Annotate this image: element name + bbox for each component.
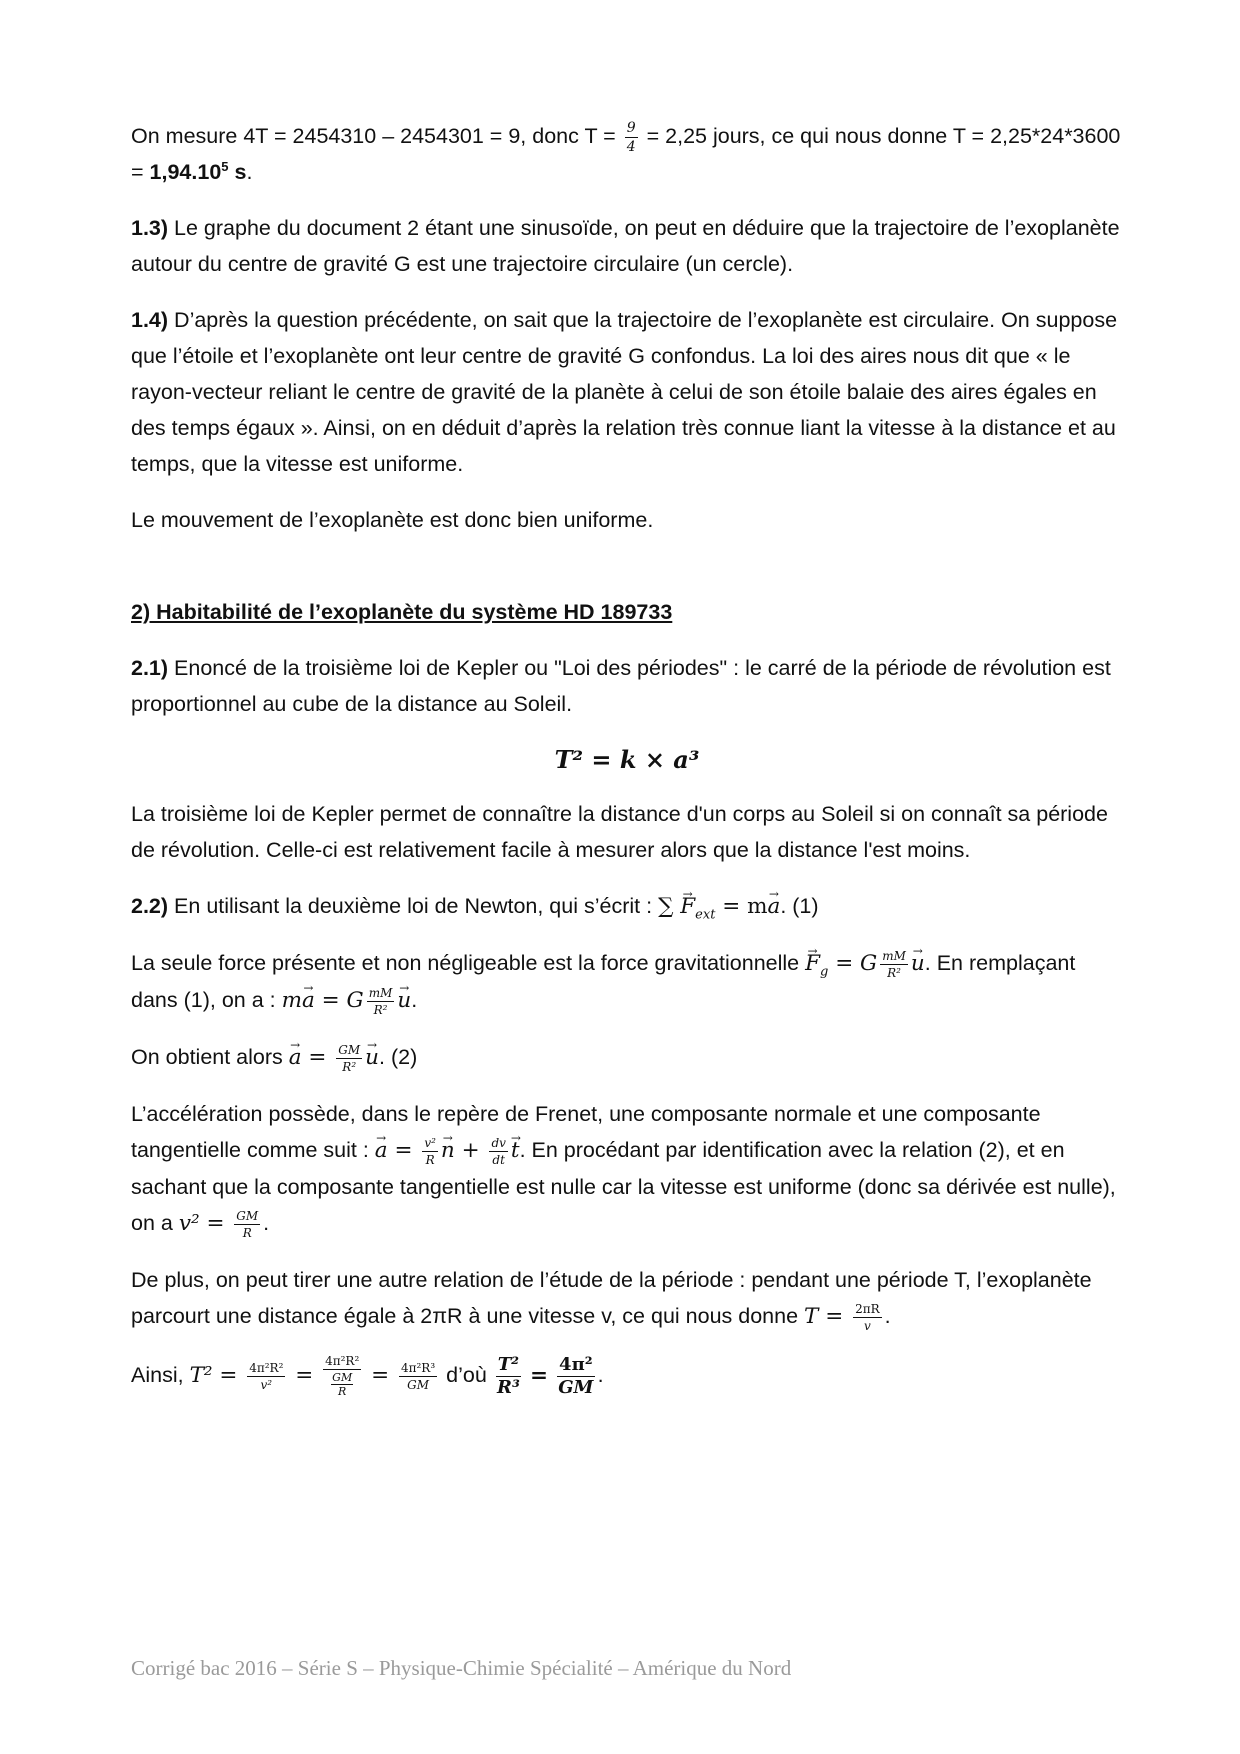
paragraph-gravitational-force: La seule force présente et non négligeable est la force gravitationnelle → $F_g = G$ $\frac{mM}{\text{R²}}$ → u. En remplaçant dans (1), on a : m→ a = G $\frac{mM}{\text{R²}}$ → u. bbox=[131, 945, 1123, 1019]
final-ratio-right: $\frac{\text{4π²}}{GM}$ bbox=[558, 1353, 594, 1398]
acceleration-equation: → a = $\frac{GM}{\text{R²}}$ → u bbox=[289, 1045, 379, 1070]
period-result: 1,94.10$^5$ s bbox=[149, 158, 247, 184]
question-label-1-4: 1.4) bbox=[131, 308, 169, 332]
paragraph-1-4: 1.4) D’après la question précédente, on sait que la trajectoire de l’exoplanète est circulaire. On suppose que l’étoile et l’exoplanète ont leur centre de gravité G confondus. La loi des aires nous dit que « le rayon-vecteur reliant le centre de gravité de la planète à celui de son étoile balaie des aires égales en des temps égaux ». Ainsi, on en déduit d’après la relation très connue liant la vitesse à la distance et au temps, que la vitesse est uniforme. bbox=[131, 308, 1118, 476]
period-velocity-equation: T = $\frac{2\pi R}{v}$ bbox=[804, 1301, 880, 1333]
frenet-acceleration-equation: → a = $\frac{\text{v²}}{R}$ → n + $\frac{dv}{dt}$ → t bbox=[375, 1138, 520, 1163]
paragraph-period-measure: On mesure 4T = 2454310 – 2454301 = 9, donc T = $\frac{9}{4}$ = 2,25 jours, ce qui nous donne T = 2,25*24*3600 = 1,94.10$^5$ s. bbox=[131, 119, 1121, 184]
question-label-2-2: 2.2) bbox=[131, 894, 169, 918]
paragraph-2-2: 2.2) En utilisant la deuxième loi de Newton, qui s’écrit : ∑ → $F_{ext} = m\to a$. (1) bbox=[131, 888, 1123, 925]
section-2-heading: 2) Habitabilité de l’exoplanète du système HD 189733 bbox=[131, 600, 673, 624]
paragraph-2-1: 2.1) Enoncé de la troisième loi de Kepler ou "Loi des périodes" : le carré de la période de révolution est proportionnel au cube de la distance au Soleil. bbox=[131, 656, 1111, 716]
paragraph-frenet: L’accélération possède, dans le repère de Frenet, une composante normale et une composante tangentielle comme suit : → a = $\frac{\text{v²}}{R}$ → n + $\frac{dv}{dt}$ → t. En procédant par identification avec la relation (2), et en sachant que la composante tangentielle est nulle car la vitesse est uniforme (donc sa dérivée est nulle), on a v² = $\frac{GM}{R}$ . bbox=[131, 1096, 1123, 1242]
velocity-squared-equation: v² = $\frac{GM}{R}$ bbox=[178, 1208, 259, 1240]
question-label-1-3: 1.3) bbox=[131, 216, 169, 240]
substituted-equation: m→ a = G $\frac{mM}{\text{R²}}$ → u bbox=[282, 988, 412, 1013]
fraction-nine-quarters: $\frac{9}{4}$ bbox=[626, 119, 636, 155]
newton-second-law-equation: ∑ → $F_{ext} = m\to a$ bbox=[658, 894, 780, 919]
kepler-third-law-equation: T² = k × a³ bbox=[554, 745, 700, 774]
document-body bbox=[131, 118, 1123, 1417]
page-footer: Corrigé bac 2016 – Série S – Physique-Chimie Spécialité – Amérique du Nord bbox=[131, 1656, 792, 1680]
final-ratio-left: $\frac{\text{T²}}{\text{R³}}$ bbox=[497, 1353, 520, 1398]
paragraph-kepler-usage: La troisième loi de Kepler permet de connaître la distance d'un corps au Soleil si on connaît sa période de révolution. Celle-ci est relativement facile à mesurer alors que la distance l'est moins. bbox=[131, 802, 1108, 862]
question-label-2-1: 2.1) bbox=[131, 656, 169, 680]
paragraph-acceleration: On obtient alors → a = $\frac{GM}{\text{R²}}$ → u. (2) bbox=[131, 1039, 1123, 1076]
period-squared-derivation: T² = $\frac{\text{4π²R²}}{\text{v²}}$ = $\frac{\text{4π²R²}}{\frac{GM}{R}}$ = $\frac{\text{4π²R³}}{GM}$ bbox=[189, 1354, 436, 1398]
paragraph-1-3: 1.3) Le graphe du document 2 étant une sinusoïde, on peut en déduire que la trajectoire de l’exoplanète autour du centre de gravité G est une trajectoire circulaire (un cercle). bbox=[131, 216, 1120, 276]
paragraph-conclusion: Le mouvement de l’exoplanète est donc bien uniforme. bbox=[131, 508, 654, 532]
gravitational-force-equation: → $F_g = G$ $\frac{mM}{\text{R²}}$ → u bbox=[805, 951, 925, 976]
paragraph-final-result: Ainsi, T² = $\frac{\text{4π²R²}}{\text{v²}}$ = $\frac{\text{4π²R²}}{\frac{GM}{R}}$ = $\frac{\text{4π²R³}}{GM}$ d’où $\frac{\text{T²}}{\text{R³}}$ = $\frac{\text{4π²}}{GM}$ . bbox=[131, 1353, 604, 1398]
paragraph-period-relation: De plus, on peut tirer une autre relation de l’étude de la période : pendant une période T, l’exoplanète parcourt une distance égale à 2πR à une vitesse v, ce qui nous donne T = $\frac{2\pi R}{v}$ . bbox=[131, 1268, 1092, 1333]
